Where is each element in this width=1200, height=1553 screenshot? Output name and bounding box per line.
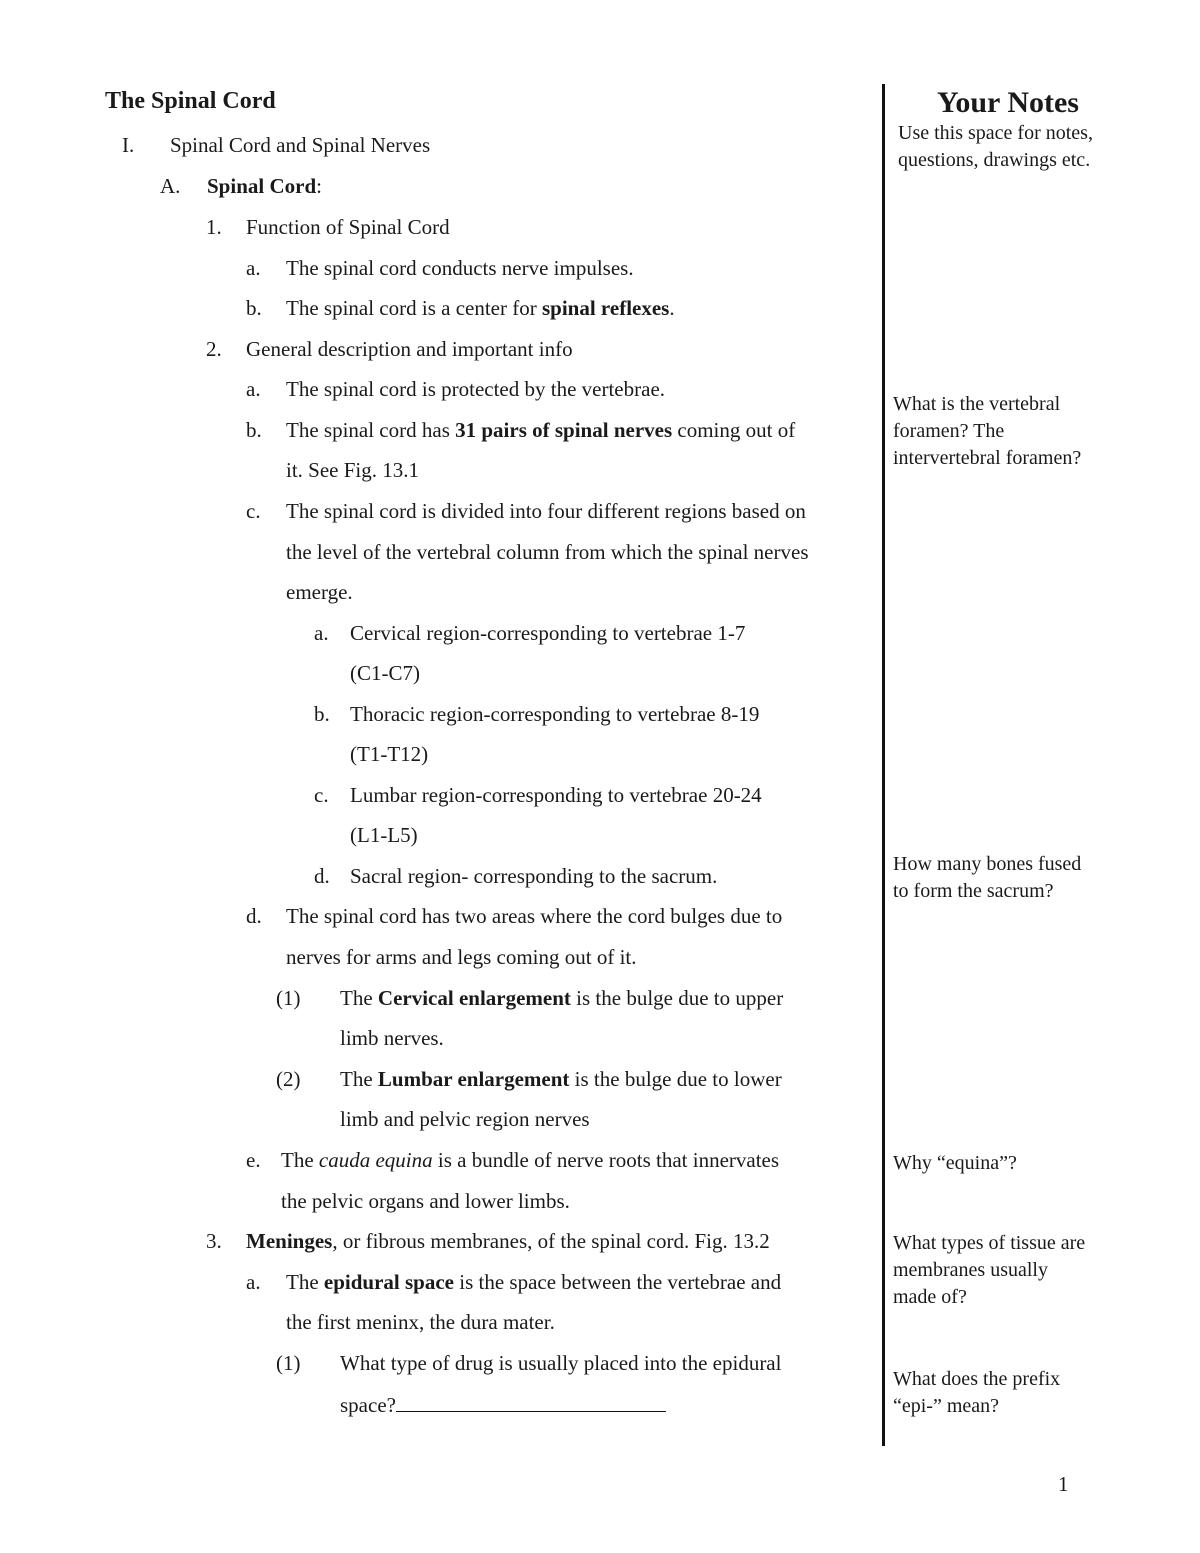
sub-item-text: The Cervical enlargement is the bulge due to upper bbox=[340, 986, 784, 1010]
item-text: The spinal cord is protected by the vertebrae. bbox=[286, 377, 666, 401]
page-number: 1 bbox=[1058, 1472, 1069, 1496]
region-text: Lumbar region-corresponding to vertebrae 20-24 bbox=[350, 783, 762, 807]
note-question-prefix: What does the prefix “epi-” mean? bbox=[893, 1368, 1061, 1417]
item-text: The spinal cord is a center for spinal reflexes. bbox=[286, 296, 675, 320]
page-title: The Spinal Cord bbox=[105, 88, 276, 114]
sub-item-label: (1) bbox=[276, 986, 301, 1010]
question-text: What type of drug is usually placed into the epidural bbox=[340, 1351, 782, 1375]
item-label: a. bbox=[246, 377, 261, 401]
region-text: Thoracic region-corresponding to vertebrae 8-19 bbox=[350, 702, 760, 726]
item-text: the first meninx, the dura mater. bbox=[286, 1310, 555, 1334]
item-text: the pelvic organs and lower limbs. bbox=[281, 1189, 570, 1213]
outline-num-1: 1. bbox=[206, 215, 222, 239]
outline-heading-1: Function of Spinal Cord bbox=[246, 215, 450, 239]
answer-blank[interactable] bbox=[396, 1391, 666, 1412]
item-label: b. bbox=[246, 418, 262, 442]
item-label: c. bbox=[246, 499, 261, 523]
item-text: The spinal cord has two areas where the cord bulges due to bbox=[286, 904, 783, 928]
item-label: a. bbox=[246, 1270, 261, 1294]
sub-item-text: limb nerves. bbox=[340, 1026, 444, 1050]
region-label: c. bbox=[314, 783, 329, 807]
region-text: (T1-T12) bbox=[350, 742, 429, 766]
outline-heading-A: Spinal Cord: bbox=[207, 174, 322, 198]
notes-instructions: Use this space for notes, questions, drawings etc. bbox=[898, 122, 1093, 171]
region-text: Sacral region- corresponding to the sacrum. bbox=[350, 864, 718, 888]
item-text: it. See Fig. 13.1 bbox=[286, 458, 420, 482]
item-label: e. bbox=[246, 1148, 261, 1172]
item-text: The epidural space is the space between the vertebrae and bbox=[286, 1270, 782, 1294]
region-label: d. bbox=[314, 864, 330, 888]
item-text: The cauda equina is a bundle of nerve roots that innervates bbox=[281, 1148, 780, 1172]
item-text: nerves for arms and legs coming out of it. bbox=[286, 945, 637, 969]
notes-heading: Your Notes bbox=[937, 86, 1079, 119]
notes-divider bbox=[882, 84, 885, 1446]
region-text: Cervical region-corresponding to vertebrae 1-7 bbox=[350, 621, 746, 645]
region-label: b. bbox=[314, 702, 330, 726]
outline-heading-2: General description and important info bbox=[246, 337, 573, 361]
outline-num-3: 3. bbox=[206, 1229, 222, 1253]
note-question-equina: Why “equina”? bbox=[893, 1152, 1017, 1174]
question-text: space? bbox=[340, 1391, 666, 1418]
outline-letter-A: A. bbox=[160, 174, 181, 198]
note-question-tissue: What types of tissue are membranes usually made of? bbox=[893, 1232, 1086, 1308]
sub-item-label: (1) bbox=[276, 1351, 301, 1375]
item-text: The spinal cord is divided into four different regions based on bbox=[286, 499, 806, 523]
note-question-sacrum: How many bones fused to form the sacrum? bbox=[893, 853, 1082, 902]
sub-item-text: The Lumbar enlargement is the bulge due to lower bbox=[340, 1067, 782, 1091]
note-question-foramen: What is the vertebral foramen? The intervertebral foramen? bbox=[893, 393, 1082, 469]
region-label: a. bbox=[314, 621, 329, 645]
item-label: b. bbox=[246, 296, 262, 320]
outline-heading-I: Spinal Cord and Spinal Nerves bbox=[170, 133, 431, 157]
region-text: (C1-C7) bbox=[350, 661, 420, 685]
item-text: the level of the vertebral column from which the spinal nerves bbox=[286, 540, 809, 564]
outline-heading-3: Meninges, or fibrous membranes, of the spinal cord. Fig. 13.2 bbox=[246, 1229, 770, 1253]
item-text: The spinal cord conducts nerve impulses. bbox=[286, 256, 634, 280]
region-text: (L1-L5) bbox=[350, 823, 418, 847]
outline-num-I: I. bbox=[122, 133, 135, 157]
item-text: The spinal cord has 31 pairs of spinal nerves coming out of bbox=[286, 418, 796, 442]
sub-item-text: limb and pelvic region nerves bbox=[340, 1107, 590, 1131]
outline-num-2: 2. bbox=[206, 337, 222, 361]
sub-item-label: (2) bbox=[276, 1067, 301, 1091]
item-label: d. bbox=[246, 904, 262, 928]
item-text: emerge. bbox=[286, 580, 353, 604]
item-label: a. bbox=[246, 256, 261, 280]
